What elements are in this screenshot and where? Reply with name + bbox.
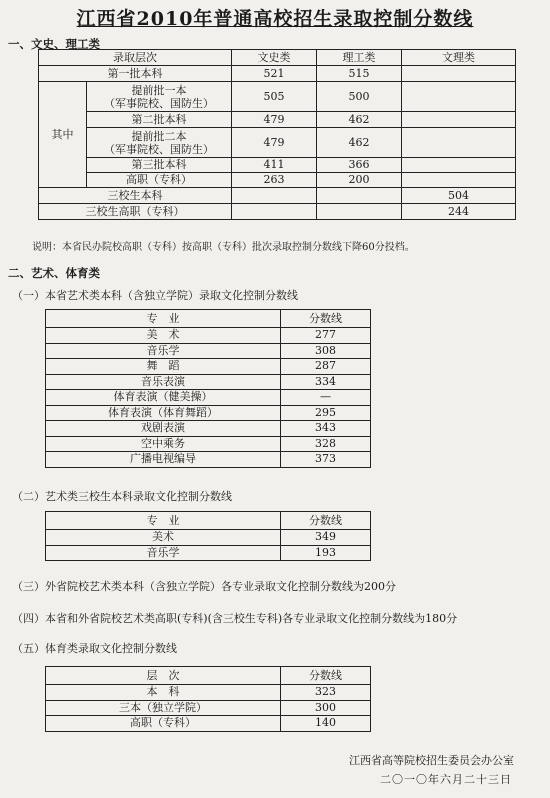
table-row [39,128,516,158]
section1-heading: 一、文史、理工类 [8,37,100,51]
header-score: 分数线 [281,667,371,685]
header-level: 录取层次 [39,50,232,66]
row-major: 空中乘务 [46,436,281,452]
signature-date: 二〇一〇年六月二十三日 [380,773,512,786]
row-wenshi [232,204,317,220]
header-wenli: 文理类 [402,50,516,66]
sub1-heading: （一）本省艺术类本科（含独立学院）录取文化控制分数线 [12,289,298,302]
row-level: 第三批本科 [87,158,232,173]
table-row [39,158,516,173]
table-row [46,716,371,732]
row-level: 高职（专科） [46,716,281,732]
group-label: 其中 [39,82,87,188]
sub3-text: （三）外省院校艺术类本科（含独立学院）各专业录取文化控制分数线为200分 [12,580,396,593]
row-score: 277 [281,328,371,344]
row-major: 美 术 [46,328,281,344]
row-wenli [402,82,516,112]
row-level: 本 科 [46,685,281,701]
table-row [46,545,371,561]
signature-org: 江西省高等院校招生委员会办公室 [349,754,514,767]
table-art-sanxiao [45,511,371,561]
row-ligong [317,188,402,204]
row-level: 高职（专科） [87,173,232,188]
row-level [87,128,232,158]
section2-heading: 二、艺术、体育类 [8,266,100,280]
row-score: 295 [281,405,371,421]
table-header-row [46,512,371,530]
table-row [39,82,516,112]
row-score: 343 [281,421,371,437]
row-major: 美术 [46,530,281,546]
section1-note: 说明：本省民办院校高职（专科）按高职（专科）批次录取控制分数线下降60分投档。 [32,242,415,253]
row-wenshi: 479 [232,128,317,158]
table-row [46,530,371,546]
row-ligong: 500 [317,82,402,112]
row-score: 193 [281,545,371,561]
row-wenli [402,158,516,173]
table-header-row [46,310,371,328]
sub5-heading: （五）体育类录取文化控制分数线 [12,642,177,655]
table-row [46,343,371,359]
header-major: 专 业 [46,310,281,328]
row-major: 体育表演（体育舞蹈） [46,405,281,421]
row-score: 328 [281,436,371,452]
table-row [46,421,371,437]
table-row [46,374,371,390]
row-major: 戏剧表演 [46,421,281,437]
row-major: 音乐学 [46,343,281,359]
table-row [46,390,371,406]
sub4-text: （四）本省和外省院校艺术类高职(专科)(含三校生专科)各专业录取文化控制分数线为180分 [12,612,458,625]
table-row [39,112,516,128]
table-sports [45,666,371,732]
row-wenshi: 479 [232,112,317,128]
row-major: 音乐表演 [46,374,281,390]
row-level-sub: （军事院校、国防生） [104,96,214,110]
table-row [39,173,516,188]
header-level: 层 次 [46,667,281,685]
table-header-row [46,667,371,685]
row-score: 334 [281,374,371,390]
header-score: 分数线 [281,512,371,530]
row-level: 第二批本科 [87,112,232,128]
row-level: 三校生本科 [39,188,232,204]
row-score: 349 [281,530,371,546]
row-score: 373 [281,452,371,468]
table-row [46,452,371,468]
row-ligong: 200 [317,173,402,188]
row-score: 140 [281,716,371,732]
row-score: 300 [281,700,371,716]
row-ligong: 515 [317,66,402,82]
header-major: 专 业 [46,512,281,530]
row-ligong [317,204,402,220]
row-level: 三校生高职（专科） [39,204,232,220]
table-header-row [39,50,516,66]
row-major: 音乐学 [46,545,281,561]
table-row [39,66,516,82]
row-wenli [402,112,516,128]
row-wenli: 244 [402,204,516,220]
row-ligong: 462 [317,112,402,128]
row-major: 体育表演（健美操） [46,390,281,406]
row-wenshi [232,188,317,204]
row-major: 舞 蹈 [46,359,281,375]
row-level-main: 提前批二本 [131,129,187,143]
row-level-main: 提前批一本 [131,83,187,97]
row-level: 三本（独立学院） [46,700,281,716]
row-wenshi: 411 [232,158,317,173]
header-ligong: 理工类 [317,50,402,66]
row-score: 323 [281,685,371,701]
row-score: 308 [281,343,371,359]
table-row [39,188,516,204]
row-score: — [281,390,371,406]
page-title: 江西省2010年普通高校招生录取控制分数线 [76,8,474,30]
row-wenshi: 263 [232,173,317,188]
table-row [46,405,371,421]
table-general [38,49,516,220]
row-wenli [402,66,516,82]
table-row [46,359,371,375]
sub2-heading: （二）艺术类三校生本科录取文化控制分数线 [12,490,232,503]
row-wenli: 504 [402,188,516,204]
row-wenli [402,173,516,188]
header-score: 分数线 [281,310,371,328]
table-row [46,700,371,716]
table-row [39,204,516,220]
row-ligong: 366 [317,158,402,173]
row-level [87,82,232,112]
header-wenshi: 文史类 [232,50,317,66]
table-art-undergrad [45,309,371,468]
row-score: 287 [281,359,371,375]
table-row [46,328,371,344]
row-wenshi: 505 [232,82,317,112]
row-level: 第一批本科 [39,66,232,82]
row-level-sub: （军事院校、国防生） [104,142,214,156]
table-row [46,436,371,452]
row-ligong: 462 [317,128,402,158]
table-row [46,685,371,701]
row-major: 广播电视编导 [46,452,281,468]
row-wenshi: 521 [232,66,317,82]
row-wenli [402,128,516,158]
